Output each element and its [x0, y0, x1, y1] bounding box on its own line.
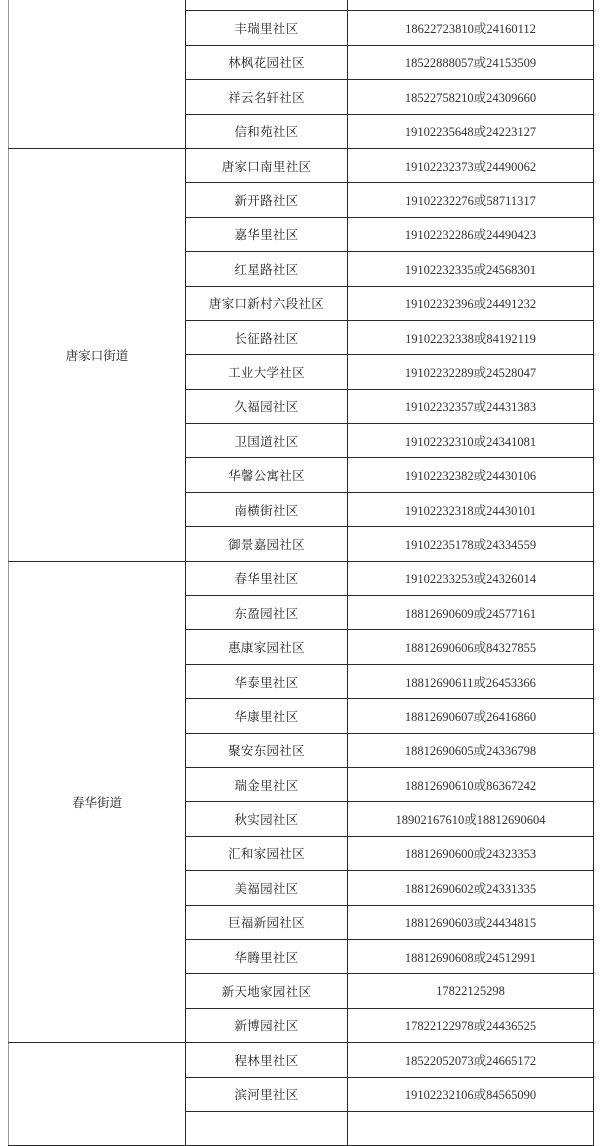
phone-number-cell [348, 1111, 594, 1145]
community-name-cell: 华馨公寓社区 [186, 458, 348, 492]
table-body [9, 0, 594, 1146]
community-name-cell: 唐家口新村六段社区 [186, 286, 348, 320]
community-name-cell: 聚安东园社区 [186, 733, 348, 767]
community-name-cell: 汇和家园社区 [186, 836, 348, 870]
community-name-cell: 华泰里社区 [186, 664, 348, 698]
community-name-cell: 程林里社区 [186, 1043, 348, 1077]
phone-number-cell: 19102232106或84565090 [348, 1077, 594, 1111]
community-name-cell: 御景嘉园社区 [186, 527, 348, 561]
phone-number-cell: 18812690605或24336798 [348, 733, 594, 767]
phone-number-cell: 19102232286或24490423 [348, 217, 594, 251]
phone-number-cell: 19102232335或24568301 [348, 252, 594, 286]
phone-number-cell: 18622723810或24160112 [348, 11, 594, 45]
table-row [9, 148, 594, 182]
community-name-cell: 美福园社区 [186, 871, 348, 905]
table-row [9, 561, 594, 595]
phone-number-cell: 18522758210或24309660 [348, 80, 594, 114]
phone-number-cell: 18812690608或24512991 [348, 939, 594, 973]
community-name-cell: 信和苑社区 [186, 114, 348, 148]
community-name-cell: 红星路社区 [186, 252, 348, 286]
phone-number-cell: 19102235648或24223127 [348, 114, 594, 148]
phone-number-cell: 17822125298 [348, 974, 594, 1008]
community-name-cell: 丰瑞里社区 [186, 11, 348, 45]
phone-number-cell: 18812690607或26416860 [348, 699, 594, 733]
phone-number-cell: 19102232338或84192119 [348, 320, 594, 354]
community-name-cell: 卫国道社区 [186, 424, 348, 458]
phone-number-cell: 18812690602或24331335 [348, 871, 594, 905]
community-name-cell: 秋实园社区 [186, 802, 348, 836]
street-name-cell [9, 0, 186, 148]
phone-number-cell: 18902167610或18812690604 [348, 802, 594, 836]
phone-number-cell: 18522888057或24153509 [348, 45, 594, 79]
phone-number-cell: 18812690606或84327855 [348, 630, 594, 664]
community-contact-table-page [8, 0, 593, 1146]
phone-number-cell [348, 0, 594, 11]
community-name-cell: 南横街社区 [186, 492, 348, 526]
phone-number-cell: 18812690609或24577161 [348, 596, 594, 630]
phone-number-cell: 19102232357或24431383 [348, 389, 594, 423]
phone-number-cell: 18812690603或24434815 [348, 905, 594, 939]
community-name-cell: 东盈园社区 [186, 596, 348, 630]
phone-number-cell: 19102235178或24334559 [348, 527, 594, 561]
community-name-cell: 工业大学社区 [186, 355, 348, 389]
community-name-cell: 滨河里社区 [186, 1077, 348, 1111]
community-name-cell: 唐家口南里社区 [186, 148, 348, 182]
community-name-cell: 春华里社区 [186, 561, 348, 595]
community-name-cell: 林枫花园社区 [186, 45, 348, 79]
community-name-cell [186, 0, 348, 11]
phone-number-cell: 19102232276或58711317 [348, 183, 594, 217]
phone-number-cell: 18812690600或24323353 [348, 836, 594, 870]
table-row [9, 0, 594, 11]
community-name-cell: 嘉华里社区 [186, 217, 348, 251]
community-name-cell: 瑞金里社区 [186, 767, 348, 801]
street-name-cell: 春华街道 [9, 561, 186, 1042]
street-name-cell [9, 1043, 186, 1146]
phone-number-cell: 19102232382或24430106 [348, 458, 594, 492]
community-name-cell: 华康里社区 [186, 699, 348, 733]
phone-number-cell: 19102232396或24491232 [348, 286, 594, 320]
community-name-cell: 长征路社区 [186, 320, 348, 354]
phone-number-cell: 17822122978或24436525 [348, 1008, 594, 1042]
community-name-cell: 新开路社区 [186, 183, 348, 217]
phone-number-cell: 19102233253或24326014 [348, 561, 594, 595]
community-name-cell: 新博园社区 [186, 1008, 348, 1042]
community-name-cell: 惠康家园社区 [186, 630, 348, 664]
phone-number-cell: 19102232310或24341081 [348, 424, 594, 458]
community-name-cell: 新天地家园社区 [186, 974, 348, 1008]
community-name-cell [186, 1111, 348, 1145]
street-name-cell: 唐家口街道 [9, 148, 186, 561]
community-name-cell: 祥云名轩社区 [186, 80, 348, 114]
community-name-cell: 久福园社区 [186, 389, 348, 423]
community-contact-table [8, 0, 594, 1146]
community-name-cell: 巨福新园社区 [186, 905, 348, 939]
table-row [9, 1043, 594, 1077]
phone-number-cell: 18812690610或86367242 [348, 767, 594, 801]
phone-number-cell: 18522052073或24665172 [348, 1043, 594, 1077]
phone-number-cell: 19102232373或24490062 [348, 148, 594, 182]
community-name-cell: 华腾里社区 [186, 939, 348, 973]
phone-number-cell: 19102232318或24430101 [348, 492, 594, 526]
phone-number-cell: 18812690611或26453366 [348, 664, 594, 698]
phone-number-cell: 19102232289或24528047 [348, 355, 594, 389]
